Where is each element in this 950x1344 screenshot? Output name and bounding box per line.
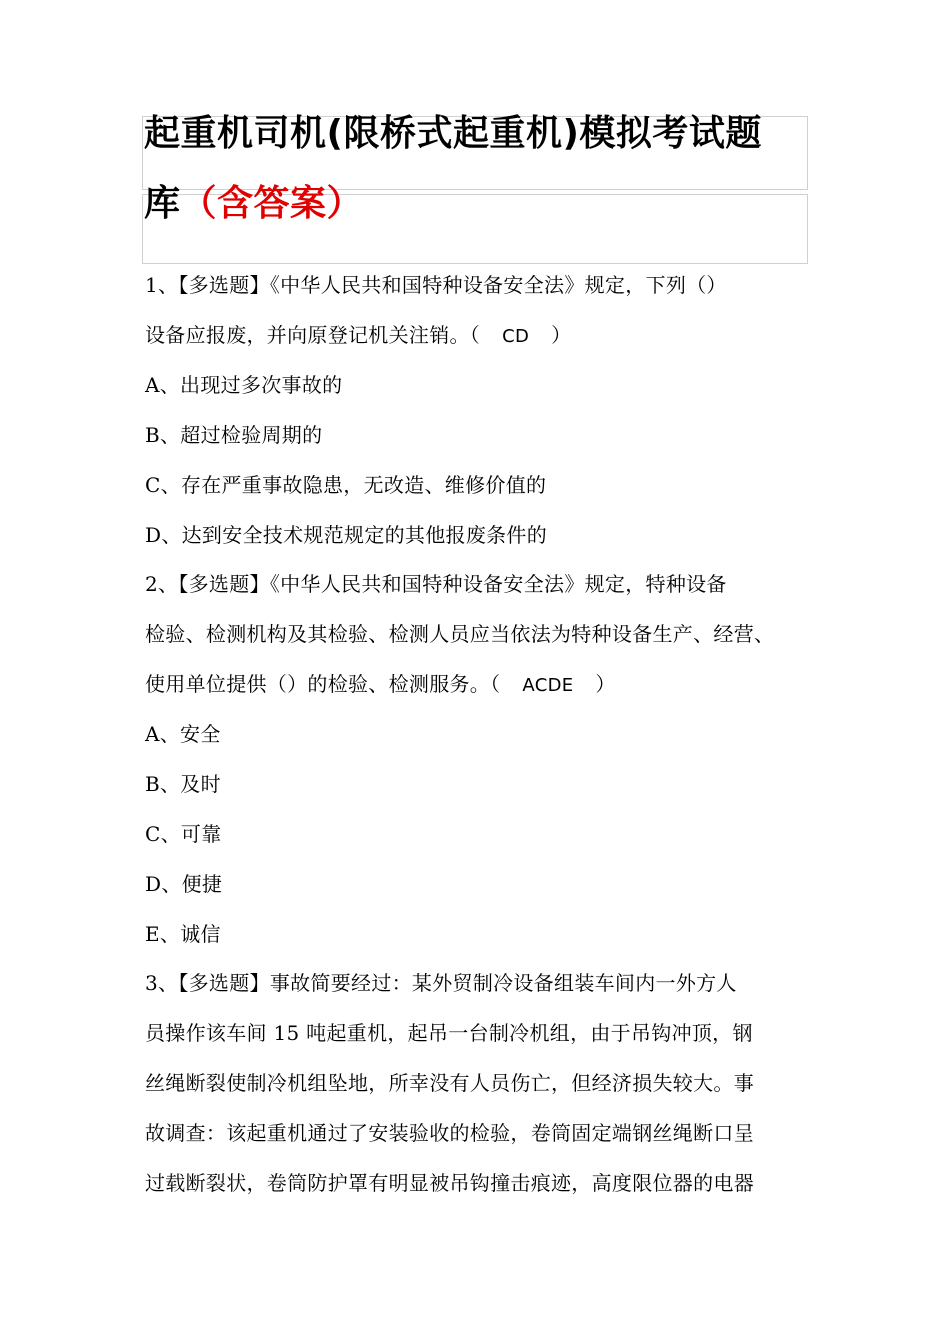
question-1-option-a: A、出现过多次事故的 (145, 373, 343, 397)
question-2-option-d: D、便捷 (145, 872, 223, 896)
title-line-2 (144, 183, 364, 224)
question-1-stem-line-2 (145, 310, 810, 360)
question-1-answer: CD (502, 326, 530, 347)
question-2 (145, 559, 810, 959)
question-1-close-paren: ） (551, 323, 572, 347)
question-3-stem-line-4: 故调查：该起重机通过了安装验收的检验，卷筒固定端钢丝绳断口呈 (145, 1121, 754, 1145)
question-1 (145, 260, 810, 560)
title-line-1: 起重机司机(限桥式起重机)模拟考试题 (144, 113, 762, 154)
title-line-2-prefix: 库 (144, 183, 181, 224)
title-answer-note: （含答案） (180, 183, 364, 224)
question-1-option-c: C、存在严重事故隐患，无改造、维修价值的 (145, 473, 547, 497)
question-3-stem-line-5: 过载断裂状，卷筒防护罩有明显被吊钩撞击痕迹，高度限位器的电器 (145, 1171, 754, 1195)
question-2-stem-line-1: 2、【多选题】《中华人民共和国特种设备安全法》规定，特种设备 (145, 572, 727, 596)
question-1-stem-line-1: 1、【多选题】《中华人民共和国特种设备安全法》规定，下列（） (145, 273, 727, 297)
question-2-close-paren: ） (595, 672, 616, 696)
question-2-option-e: E、诚信 (145, 922, 221, 946)
question-1-option-b: B、超过检验周期的 (145, 423, 323, 447)
question-2-stem-text: 使用单位提供（）的检验、检测服务。（ (145, 672, 501, 696)
question-3-stem-line-2: 员操作该车间 15 吨起重机，起吊一台制冷机组，由于吊钩冲顶，钢 (145, 1021, 753, 1045)
question-3-stem-line-3: 丝绳断裂使制冷机组坠地，所幸没有人员伤亡，但经济损失较大。事 (145, 1071, 754, 1095)
question-2-answer: ACDE (522, 675, 574, 696)
question-2-option-b: B、及时 (145, 772, 221, 796)
question-2-option-c: C、可靠 (145, 822, 222, 846)
question-2-stem-line-3 (145, 659, 810, 709)
question-1-option-d: D、达到安全技术规范规定的其他报废条件的 (145, 523, 548, 547)
question-1-stem-text: 设备应报废，并向原登记机关注销。（ (145, 323, 481, 347)
question-3 (145, 958, 810, 1208)
question-2-option-a: A、安全 (145, 722, 221, 746)
question-2-stem-line-2: 检验、检测机构及其检验、检测人员应当依法为特种设备生产、经营、 (145, 622, 775, 646)
document-title (142, 113, 808, 264)
question-3-stem-line-1: 3、【多选题】事故简要经过：某外贸制冷设备组装车间内一外方人 (145, 971, 737, 995)
